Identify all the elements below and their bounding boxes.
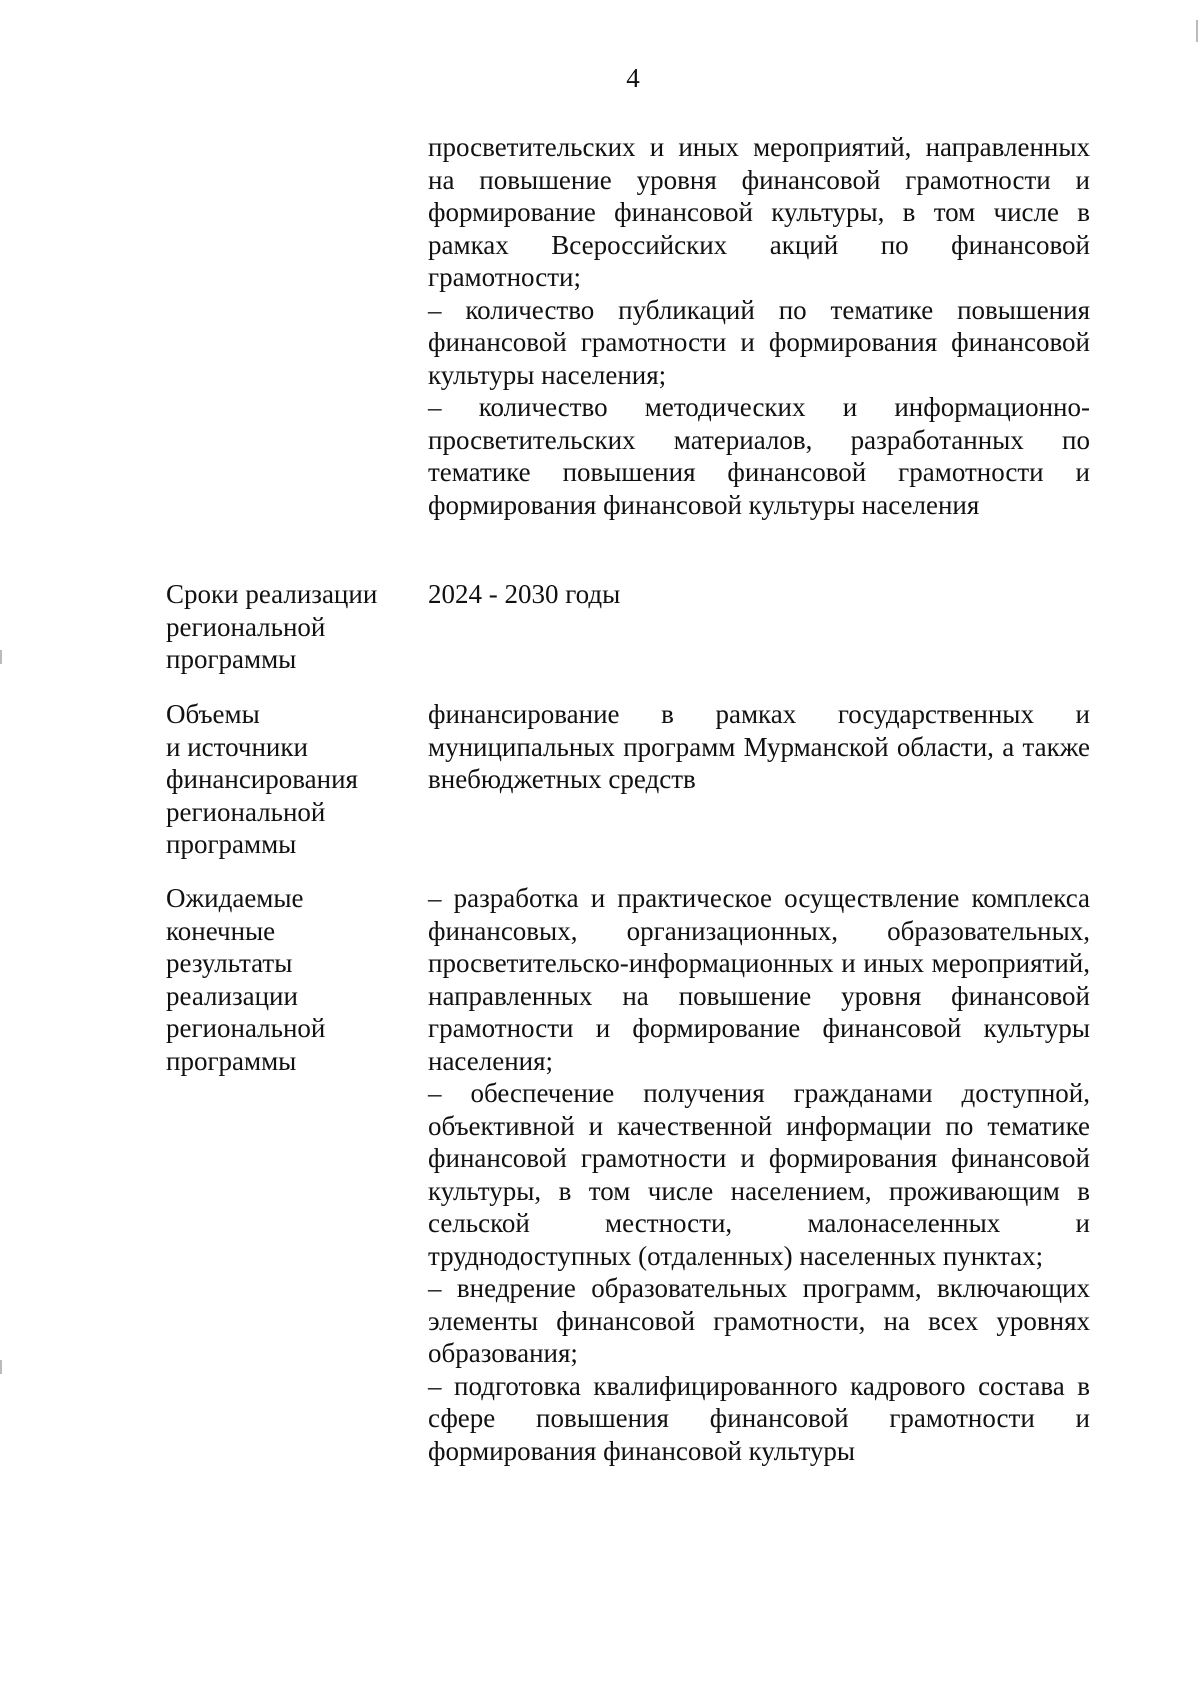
label-line: региональной [166, 611, 326, 642]
row-value-funding [428, 698, 1090, 796]
page-number: 4 [626, 63, 640, 93]
label-line: программы [166, 1045, 297, 1076]
row-label-results [166, 882, 406, 1077]
label-line: региональной [166, 1013, 326, 1043]
scan-edge-mark [0, 1360, 2, 1374]
label-line: и источники [166, 731, 308, 762]
continuation-text [428, 131, 1090, 521]
row-label-funding [166, 698, 406, 861]
label-line: результаты [166, 948, 293, 978]
label-line: конечные [166, 915, 276, 946]
row-value-results [428, 882, 1090, 1467]
label-line: региональной [166, 796, 326, 827]
row-value-period [428, 578, 1090, 611]
label-line: программы [166, 644, 297, 674]
label-line: программы [166, 829, 297, 859]
value-paragraph: – обеспечение получения гражданами доступной, объективной и качественной информации по тематике финансовой грамотности и формирования финансовой культуры, в том числе населением, проживающим в сельской местности, малонаселенных и труднодоступных (отдаленных) населенных пунктах; [428, 1078, 1090, 1271]
value-paragraph: финансирование в рамках государственных и муниципальных программ Мурманской области, а также внебюджетных средств [428, 699, 1090, 794]
label-line: Объемы [166, 699, 260, 729]
label-line: реализации [166, 980, 298, 1011]
value-paragraph: 2024 - 2030 годы [428, 579, 621, 609]
label-line: Ожидаемые [166, 883, 304, 913]
label-line: финансирования [166, 764, 358, 794]
value-paragraph: – подготовка квалифицированного кадрового состава в сфере повышения финансовой грамотности и формирования финансовой культуры [428, 1370, 1090, 1466]
scan-edge-mark [1196, 20, 1198, 42]
scan-edge-mark [0, 650, 2, 664]
continuation-paragraph: – количество публикаций по тематике повышения финансовой грамотности и формирования финансовой культуры населения; [428, 294, 1090, 390]
continuation-paragraph: просветительских и иных мероприятий, направленных на повышение уровня финансовой грамотности и формирование финансовой культуры, в том числе в рамках Всероссийских акций по финансовой грамотности; [428, 132, 1090, 292]
value-paragraph: – внедрение образовательных программ, включающих элементы финансовой грамотности, на всех уровнях образования; [428, 1273, 1090, 1368]
value-paragraph: – разработка и практическое осуществление комплекса финансовых, организационных, образовательных, просветительско-информационных и иных мероприятий, направленных на повышение уровня финансовой грамотности и формирование финансовой культуры населения; [428, 883, 1090, 1076]
row-label-period [166, 578, 406, 676]
label-line: Сроки реализации [166, 579, 378, 609]
continuation-paragraph: – количество методических и информационно-просветительских материалов, разработанных по тематике повышения финансовой грамотности и формирования финансовой культуры населения [428, 392, 1090, 520]
